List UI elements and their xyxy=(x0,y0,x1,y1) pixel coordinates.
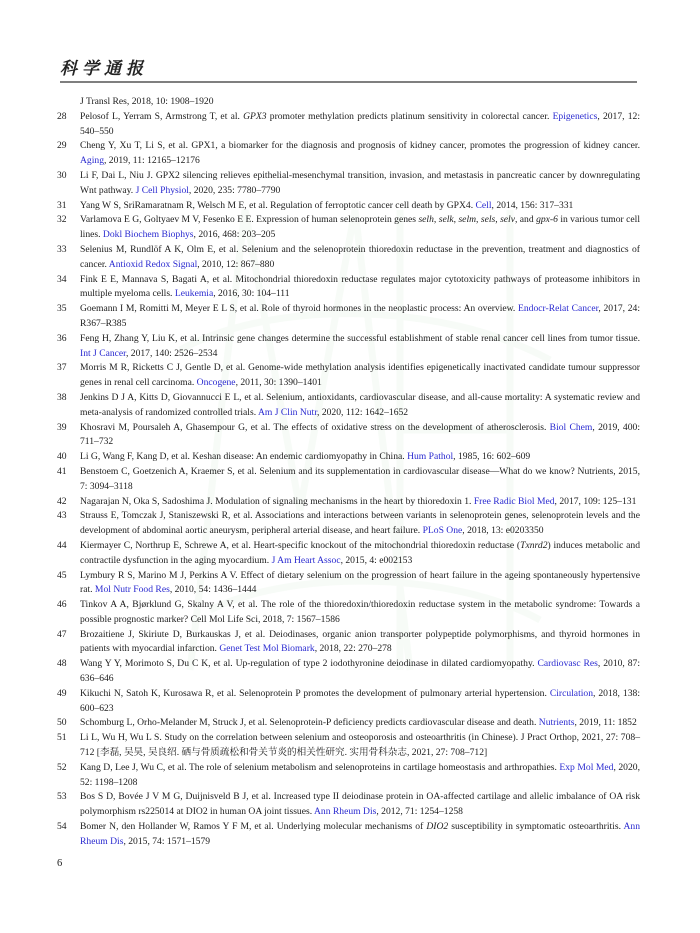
text-segment: Bomer N, den Hollander W, Ramos Y F M, et al. Underlying molecular mechanisms of xyxy=(80,821,427,833)
text-segment: , 2017, 24: R367–R385 xyxy=(80,303,640,329)
reference-text xyxy=(80,820,640,850)
journal-link[interactable]: J Am Heart Assoc xyxy=(271,554,341,566)
reference-text xyxy=(80,332,640,362)
text-segment: , and xyxy=(514,214,537,226)
text-segment: Pelosof L, Yerram S, Armstrong T, et al. xyxy=(80,110,244,122)
text-segment: Li F, Dai L, Niu J. GPX2 silencing relieves epithelial-mesenchymal transition, invasion, and metastasis in pancreatic cancer by downregulating Wnt pathway. xyxy=(80,169,640,196)
text-segment: , xyxy=(453,214,459,226)
text-segment: Benstoem C, Goetzenich A, Kraemer S, et al. Selenium and its supplementation in cardiovascular disease—What do we know? Nutrients, 2015, 7: 3094–3118 xyxy=(80,465,640,492)
header-rule xyxy=(60,81,637,83)
reference-text xyxy=(80,539,640,569)
reference-item xyxy=(57,790,640,820)
reference-number: 51 xyxy=(57,732,67,744)
text-segment: Varlamova E G, Goltyaev M V, Fesenko E E. Expression of human selenoprotein genes xyxy=(80,214,419,226)
reference-item xyxy=(57,569,640,599)
reference-item xyxy=(57,628,640,658)
text-segment: , xyxy=(495,214,501,226)
reference-item xyxy=(57,657,640,687)
text-segment: Cheng Y, Xu T, Li S, et al. GPX1, a biomarker for the diagnosis and prognosis of kidney cancer, promotes the progression of kidney cancer. xyxy=(80,140,640,152)
reference-number: 32 xyxy=(57,214,67,226)
journal-link[interactable]: Leukemia xyxy=(174,288,214,300)
reference-text xyxy=(80,687,640,717)
text-segment: , 2017, 109: 125–131 xyxy=(554,495,637,507)
reference-text xyxy=(80,628,640,658)
reference-number: 46 xyxy=(57,599,67,611)
journal-link[interactable]: Aging xyxy=(80,155,104,167)
journal-link[interactable]: Exp Mol Med xyxy=(559,761,614,773)
text-segment: , 2020, 235: 7780–7790 xyxy=(188,184,281,196)
text-segment: Strauss E, Tomczak J, Staniszewski R, et al. Associations and interactions between variants in selenoprotein genes, selenoprotein levels and the development of abdominal aortic aneurysm, peripheral arterial disease, and heart failure. xyxy=(80,510,640,537)
journal-link[interactable]: Endocr-Relat Cancer xyxy=(518,303,599,315)
page-number: 6 xyxy=(57,858,63,869)
text-segment: , 2019, 11: 12165–12176 xyxy=(103,155,200,167)
reference-number: 52 xyxy=(57,761,67,773)
italic-term: Txnrd2 xyxy=(520,539,548,551)
reference-text xyxy=(80,213,640,243)
reference-text xyxy=(80,139,640,169)
text-segment: , 2016, 30: 104–111 xyxy=(213,288,290,300)
reference-text xyxy=(80,199,640,214)
reference-text xyxy=(80,790,640,820)
reference-text xyxy=(80,110,640,140)
reference-item xyxy=(57,761,640,791)
text-segment: Bos S D, Bovée J V M G, Duijnisveld B J, et al. Increased type II deiodinase protein in OA-affected cartilage and allelic imbalance of OA risk polymorphism rs225014 at DIO2 in human OA joint tissues. xyxy=(80,791,640,818)
reference-item xyxy=(57,598,640,628)
reference-number: 44 xyxy=(57,539,67,551)
journal-link[interactable]: Circulation xyxy=(549,687,593,699)
journal-link[interactable]: Mol Nutr Food Res xyxy=(94,584,170,596)
journal-link[interactable]: Free Radic Biol Med xyxy=(473,495,555,507)
italic-term: selk xyxy=(438,214,454,226)
reference-text xyxy=(80,495,640,510)
reference-number: 37 xyxy=(57,362,67,374)
italic-term: selv xyxy=(500,214,515,226)
journal-link[interactable]: Nutrients xyxy=(538,717,575,729)
reference-list xyxy=(57,110,640,850)
reference-text xyxy=(80,731,640,761)
reference-text xyxy=(80,509,640,539)
reference-number: 29 xyxy=(57,140,67,152)
journal-logo: 科学通报 xyxy=(60,59,148,78)
reference-number: 45 xyxy=(57,569,67,581)
text-segment: Selenius M, Rundlöf A K, Olm E, et al. Selenium and the selenoprotein thioredoxin reductase in the prevention, treatment and diagnostics of cancer. xyxy=(80,243,640,270)
text-segment: , 2015, 4: e002153 xyxy=(340,554,413,566)
journal-link[interactable]: Antioxid Redox Signal xyxy=(108,258,198,270)
reference-number: 35 xyxy=(57,303,67,315)
reference-continuation-line: J Transl Res, 2018, 10: 1908–1920 xyxy=(80,96,214,107)
italic-term: GPX3 xyxy=(243,110,267,122)
text-segment: promoter methylation predicts platinum sensitivity in colorectal cancer. xyxy=(266,110,553,122)
italic-term: selm xyxy=(458,214,477,226)
text-segment: , 2016, 468: 203–205 xyxy=(193,229,276,241)
reference-number: 36 xyxy=(57,332,67,344)
reference-item xyxy=(57,243,640,273)
text-segment: , 2018, 13: e0203350 xyxy=(462,525,544,537)
text-segment: Wang Y Y, Morimoto S, Du C K, et al. Up-regulation of type 2 iodothyronine deiodinase in dilated cardiomyopathy. xyxy=(80,658,538,670)
text-segment: , 2015, 74: 1571–1579 xyxy=(123,835,211,847)
text-segment: , 2010, 87: 636–646 xyxy=(80,658,640,685)
reference-number: 43 xyxy=(57,510,67,522)
text-segment: , 2011, 30: 1390–1401 xyxy=(235,377,322,389)
reference-item xyxy=(57,465,640,495)
reference-item xyxy=(57,361,640,391)
reference-number: 33 xyxy=(57,243,67,255)
text-segment: ) induces metabolic and contractile dysfunction in the aging myocardium. xyxy=(80,539,640,566)
reference-item xyxy=(57,421,640,451)
reference-number: 40 xyxy=(57,451,67,463)
reference-number: 38 xyxy=(57,391,67,403)
reference-section xyxy=(57,95,640,850)
text-segment: Kiermayer C, Northrup E, Schrewe A, et al. Heart-specific knockout of the mitochondrial thioredoxin reductase ( xyxy=(80,539,521,551)
reference-item xyxy=(57,450,640,465)
italic-term: selh xyxy=(418,214,434,226)
reference-number: 53 xyxy=(57,791,67,803)
text-segment: , 2020, 112: 1642–1652 xyxy=(317,406,409,418)
text-segment: Li G, Wang F, Kang D, et al. Keshan disease: An endemic cardiomyopathy in China. xyxy=(80,451,408,463)
reference-text xyxy=(80,716,640,731)
reference-item xyxy=(57,110,640,140)
reference-item xyxy=(57,820,640,850)
reference-text xyxy=(80,598,640,628)
text-segment: , 2017, 140: 2526–2534 xyxy=(125,347,218,359)
reference-text xyxy=(80,465,640,495)
reference-item xyxy=(57,687,640,717)
reference-number: 54 xyxy=(57,821,67,833)
text-segment: , 2020, 52: 1198–1208 xyxy=(80,761,640,788)
reference-item xyxy=(57,716,640,731)
reference-text xyxy=(80,421,640,451)
text-segment: , 2019, 400: 711–732 xyxy=(80,421,640,448)
reference-item xyxy=(57,139,640,169)
journal-link[interactable]: J Cell Physiol xyxy=(135,184,189,196)
journal-link[interactable]: Cell xyxy=(475,199,492,211)
reference-text xyxy=(80,450,640,465)
text-segment: Li L, Wu H, Wu L S. Study on the correlation between selenium and osteoporosis and osteoarthritis (in Chinese). J Pract Orthop, 2021, 27: 708–712 [李磊, 吴昊, 吴良绍. 硒与骨质疏松和骨关节炎的相关性研究. 实用骨科杂志, 2021, 27: 708–712] xyxy=(80,732,640,759)
journal-link[interactable]: PLoS One xyxy=(422,525,463,537)
text-segment: Lymbury R S, Marino M J, Perkins A V. Effect of dietary selenium on the progression of heart failure in the ageing spontaneously hypertensive rat. xyxy=(80,569,640,596)
text-segment: Nagarajan N, Oka S, Sadoshima J. Modulation of signaling mechanisms in the heart by thioredoxin 1. xyxy=(80,495,474,507)
journal-link[interactable]: Am J Clin Nutr xyxy=(257,406,318,418)
text-segment: , 2018, 138: 600–623 xyxy=(80,687,640,714)
reference-number: 39 xyxy=(57,421,67,433)
reference-text xyxy=(80,569,640,599)
reference-text xyxy=(80,273,640,303)
text-segment: , 2010, 54: 1436–1444 xyxy=(169,584,257,596)
reference-text xyxy=(80,361,640,391)
reference-number: 48 xyxy=(57,658,67,670)
text-segment: Tinkov A A, Bjørklund G, Skalny A V, et al. The role of the thioredoxin/thioredoxin reductase system in the metabolic syndrome: Towards a possible prognostic marker? Cell Mol Life Sci, 2018, 7: 1567–1586 xyxy=(80,599,640,625)
italic-term: gpx-6 xyxy=(536,214,558,226)
text-segment: Khosravi M, Poursaleh A, Ghasempour G, et al. The effects of oxidative stress on the development of atherosclerosis. xyxy=(80,421,550,433)
text-segment: , 2012, 71: 1254–1258 xyxy=(376,806,463,818)
text-segment: Kang D, Lee J, Wu C, et al. The role of selenium metabolism and selenoproteins in cartilage homeostasis and arthropathies. xyxy=(80,761,560,773)
text-segment: Feng H, Zhang Y, Liu K, et al. Intrinsic gene changes determine the successful establishment of stable renal cancer cell lines from tumor tissue. xyxy=(80,332,640,344)
text-segment: , 2017, 12: 540–550 xyxy=(80,110,640,137)
journal-link[interactable]: Epigenetics xyxy=(552,110,598,122)
reference-number: 50 xyxy=(57,717,67,729)
text-segment: susceptibility in symptomatic osteoarthritis. xyxy=(448,821,624,833)
reference-number: 42 xyxy=(57,495,67,507)
reference-number: 47 xyxy=(57,628,67,640)
text-segment: Jenkins D J A, Kitts D, Giovannucci E L, et al. Selenium, antioxidants, cardiovascular disease, and all-cause mortality: A systematic review and meta-analysis of randomized controlled trials. xyxy=(80,391,640,418)
reference-number: 49 xyxy=(57,687,67,699)
reference-item xyxy=(57,169,640,199)
italic-term: DIO2 xyxy=(426,821,449,833)
reference-item xyxy=(57,495,640,510)
journal-link[interactable]: Hum Pathol xyxy=(407,451,454,463)
reference-item xyxy=(57,199,640,214)
reference-item xyxy=(57,509,640,539)
journal-link[interactable]: Ann Rheum Dis xyxy=(313,806,377,818)
reference-text xyxy=(80,657,640,687)
reference-text xyxy=(80,391,640,421)
text-segment: , xyxy=(433,214,439,226)
text-segment: , 1985, 16: 602–609 xyxy=(453,451,531,463)
reference-item xyxy=(57,539,640,569)
journal-link[interactable]: Cardiovasc Res xyxy=(537,658,598,670)
reference-number: 28 xyxy=(57,110,67,122)
text-segment: Morris M R, Ricketts C J, Gentle D, et al. Genome-wide methylation analysis identifies epigenetically inactivated candidate tumour suppressor genes in renal cell carcinoma. xyxy=(80,362,640,389)
journal-link[interactable]: Dokl Biochem Biophys xyxy=(102,229,194,241)
text-segment: Goemann I M, Romitti M, Meyer E L S, et al. Role of thyroid hormones in the neoplastic process: An overview. xyxy=(80,303,518,315)
journal-link[interactable]: Oncogene xyxy=(196,377,236,389)
journal-link[interactable]: Biol Chem xyxy=(549,421,593,433)
reference-text xyxy=(80,243,640,273)
text-segment: , 2019, 11: 1852 xyxy=(574,717,637,729)
reference-item xyxy=(57,273,640,303)
reference-text xyxy=(80,761,640,791)
journal-link[interactable]: Ann Rheum Dis xyxy=(80,821,641,847)
journal-link[interactable]: Int J Cancer xyxy=(80,347,126,359)
reference-number: 41 xyxy=(57,465,67,477)
text-segment: Yang W S, SriRamaratnam R, Welsch M E, et al. Regulation of ferroptotic cancer cell death by GPX4. xyxy=(80,199,476,211)
text-segment: Fink E E, Mannava S, Bagati A, et al. Mitochondrial thioredoxin reductase regulates major cytotoxicity pathways of proteasome inhibitors in multiple myeloma cells. xyxy=(80,273,640,300)
text-segment: , xyxy=(476,214,481,226)
text-segment: Brozaitiene J, Skiriute D, Burkauskas J, et al. Deiodinases, organic anion transporter polypeptide polymorphisms, and thyroid hormones in patients with myocardial infarction. xyxy=(80,628,640,655)
reference-item xyxy=(57,213,640,243)
reference-number: 31 xyxy=(57,199,67,211)
text-segment: , 2010, 12: 867–880 xyxy=(197,258,275,270)
text-segment: Schomburg L, Orho-Melander M, Struck J, et al. Selenoprotein-P deficiency predicts cardiovascular disease and death. xyxy=(80,717,539,729)
text-segment: Kikuchi N, Satoh K, Kurosawa R, et al. Selenoprotein P promotes the development of pulmonary arterial hypertension. xyxy=(80,687,550,699)
text-segment: , 2014, 156: 317–331 xyxy=(491,199,574,211)
reference-item xyxy=(57,391,640,421)
text-segment: , 2018, 22: 270–278 xyxy=(314,643,392,655)
text-segment: in various tumor cell lines. xyxy=(80,214,641,241)
reference-text xyxy=(80,302,640,332)
reference-text xyxy=(80,169,640,199)
reference-item xyxy=(57,731,640,761)
reference-number: 30 xyxy=(57,169,67,181)
reference-item xyxy=(57,302,640,332)
italic-term: sels xyxy=(480,214,496,226)
reference-item xyxy=(57,332,640,362)
journal-link[interactable]: Genet Test Mol Biomark xyxy=(219,643,315,655)
reference-number: 34 xyxy=(57,273,67,285)
